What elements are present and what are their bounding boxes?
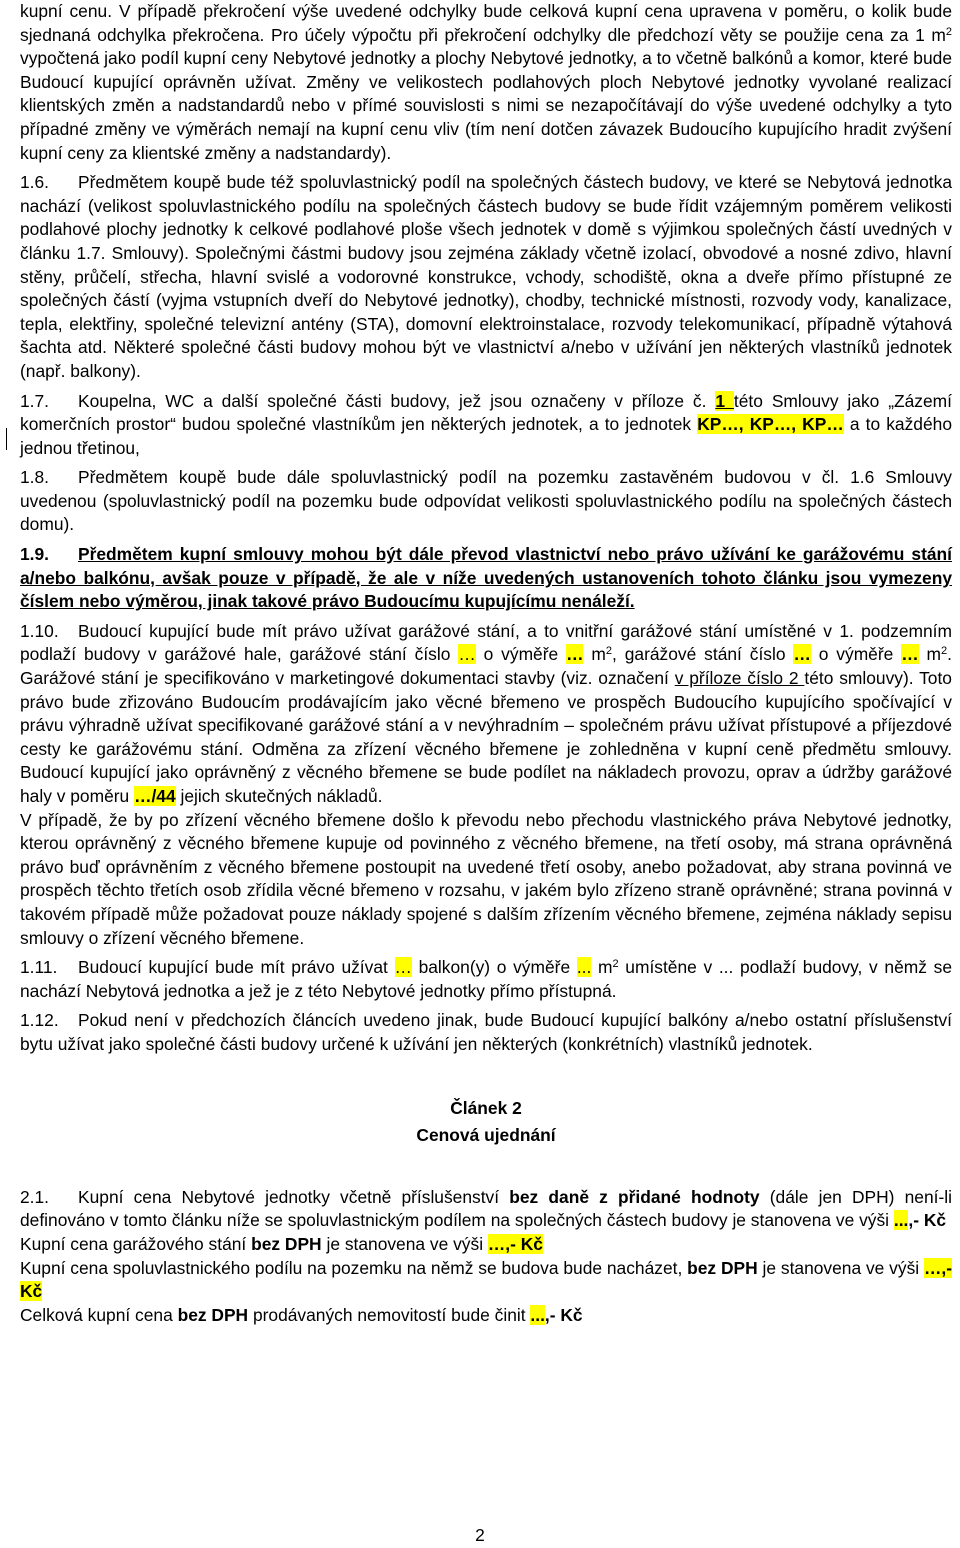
section-1-10-paragraph-2 (20, 809, 952, 951)
section-number: 1.12. (20, 1010, 59, 1031)
superscript: 2 (941, 645, 948, 658)
total-price-line (20, 1304, 952, 1328)
section-text: m (583, 644, 606, 665)
article-title: Článek 2 (450, 1097, 522, 1118)
highlighted-value: … (458, 644, 476, 665)
section-text: Budoucí kupující bude mít právo užívat garážové stání, a to vnitřní garážové stání umístěné v 1. podzemním podlaží budovy v garážové hale, garážové stání číslo (20, 620, 952, 665)
section-1-6 (20, 171, 952, 383)
section-number: 1.11. (20, 957, 58, 978)
section-text: , garážové stání číslo (612, 644, 794, 665)
section-1-12 (20, 1009, 952, 1056)
section-text: a to každého jednou třetinou, (20, 414, 952, 458)
intro-text-2: vypočtená jako podíl kupní ceny Nebytové jednotky a plochy Nebytové jednotky, a to včetně balkónů a komor, které bude Budoucí kupující oprávněn užívat. Změny ve velikostech podlahových ploch Nebytové jednotky vyvolané realizací klientských změn a nadstandardů nebo v přímé souvislosti s nimi se nezapočítávají do výše uvedené odchylky a tyto případné změny ve výměrách nemají na kupní cenu vliv (tím není dotčen závazek Budoucího kupujícího hradit zvýšení kupní ceny za klientské změny a nadstandardy). (20, 48, 952, 163)
bold-text: bez DPH (251, 1233, 322, 1254)
section-text: m (591, 957, 613, 978)
highlighted-value: … (487, 1233, 506, 1254)
section-1-9 (20, 543, 952, 614)
page-number: 2 (475, 1525, 485, 1545)
superscript: 2 (945, 25, 952, 38)
highlighted-value: ... (530, 1304, 545, 1325)
section-text: Kupní cena spoluvlastnického podílu na pozemku na němž se budova bude nacházet, (20, 1257, 688, 1278)
section-2-1 (20, 1186, 952, 1233)
section-1-8 (20, 466, 952, 537)
section-text: umístěne v ... podlaží budovy, v němž se nachází Nebytová jednotka a jež je z této Nebytové jednotky přímo přístupná. (20, 957, 952, 1001)
section-number: 1.7. (20, 390, 50, 411)
section-text: Kupní cena Nebytové jednotky včetně příslušenství (78, 1186, 510, 1207)
superscript: 2 (605, 645, 612, 658)
section-text: této smlouvy). Toto právo bude zřizováno Budoucím prodávajícím jako věcné břemeno ve prospěch Budoucího kupujícího spočívající v právu výhradně užívat specifikované garážové stání a v nevýhradním – společném právu užívat přístupové a příjezdové cesty ke garážovému stání. Odměna za zřízení věcného břemene je zohledněna v kupní ceně předmětu smlouvy. Budoucí kupující jako oprávněný z věcného břemene se bude podílet na nákladech provozu, oprav a údržby garážové haly v poměru (20, 668, 952, 806)
underlined-text: v příloze číslo 2 (674, 668, 805, 689)
highlighted-value: … (793, 644, 811, 665)
section-1-11 (20, 956, 952, 1003)
bold-text: bez DPH (687, 1257, 758, 1278)
section-text: V případě, že by po zřízení věcného břemene došlo k převodu nebo přechodu vlastnického práva Nebytové jednotky, kterou oprávněný z věcného břemene kupuje od povinného z věcného břemene, na třetí osoby, má strana oprávněná právo buď oprávněním z věcného břemene postoupit na uvedené třetí osoby, anebo požadovat, aby strana povinná ve prospěch těchto třetích osob zřídila věcné břemeno v rozsahu, v jakém bylo zřízeno straně oprávněné; strana povinná v takovém případě může požadovat pouze náklady spojené s dalším zřízením věcného břemene, zejména náklady sepisu smlouvy o zřízení věcného břemene. (20, 809, 952, 948)
section-number: 2.1. (20, 1186, 50, 1207)
highlighted-value: 1 (715, 390, 734, 411)
section-text: o výměře (475, 644, 567, 665)
highlighted-value: … (923, 1257, 942, 1278)
section-text: balkon(y) o výměře (411, 957, 577, 978)
section-number: 1.9. (20, 544, 50, 565)
section-text: m (918, 644, 941, 665)
section-text: Kupní cena garážového stání (20, 1233, 252, 1254)
section-number: 1.10. (20, 620, 59, 641)
bold-text: bez daně z přidané hodnoty (509, 1186, 760, 1207)
highlighted-value: … (566, 644, 584, 665)
bold-text: ,- Kč (505, 1233, 543, 1254)
highlighted-value: … (901, 644, 919, 665)
section-text: Pokud není v předchozích článcích uvedeno jinak, bude Budoucí kupující balkóny a/nebo ostatní příslušenství bytu užívat jako společné části budovy určené k užívání jen některých (konkrétních) vlastníků jednotek. (20, 1010, 952, 1054)
article-subtitle: Cenová ujednání (416, 1125, 556, 1146)
superscript: 2 (612, 958, 619, 971)
section-text: jejich skutečných nákladů. (175, 786, 383, 806)
section-text: . Garážové stání je specifikováno v marketingové dokumentaci stavby (viz. označení (20, 644, 952, 689)
revision-change-bar (6, 428, 7, 450)
highlighted-value: … (394, 957, 412, 978)
section-text: Předmětem koupě bude též spoluvlastnický podíl na společných částech budovy, ve které se Nebytová jednotka nachází (velikost spoluvlastnického podílu na společných částech budovy se bude řídit vzájemným poměrem velikosti podlahové plochy jednotky k celkové podlahové ploše všech jednotek v domě s výjimkou společných částí uvedných v článku 1.7. Smlouvy). Společnými částmi budovy jsou zejména základy včetně izolací, obvodové a nosné zdivo, hlavní stěny, průčelí, střecha, hlavní svislé a vodorovné konstrukce, vchody, schodiště, okna a dveře přímo přístupné ze společných částí (vyjma vstupních dveří do Nebytové jednotky), chodby, technické místnosti, rozvody vody, kanalizace, tepla, elektřiny, společné televizní antény (STA), domovní elektroinstalace, rozvody telekomunikací, případně výtahová šachta atd. Některé společné části budovy mohou být ve vlastnictví a/nebo v užívání jen některých vlastníků jednotek (např. balkony). (20, 172, 952, 381)
section-text: této Smlouvy jako „Zázemí komerčních prostor“ budou společné vlastníkům jen některých jednotek, a to jednotek (20, 390, 952, 435)
bold-text: ,- Kč (544, 1304, 583, 1325)
section-1-7 (20, 390, 952, 461)
section-text: je stanovena ve výši (757, 1257, 924, 1278)
section-text: Celková kupní cena (20, 1304, 178, 1325)
section-text: Budoucí kupující bude mít právo užívat (78, 957, 395, 978)
highlighted-value: ... (893, 1210, 909, 1231)
section-text: Předmětem koupě bude dále spoluvlastnický podíl na pozemku zastavěném budovou v čl. 1.6 Smlouvy uvedenou (spoluvlastnický podíl na pozemku bude odpovídat velikosti spoluvlastnického podílu na společných částech domu). (20, 467, 952, 535)
section-number: 1.8. (20, 467, 50, 488)
highlighted-value: ... (576, 957, 592, 978)
garage-price-line (20, 1233, 952, 1257)
section-text: Koupelna, WC a další společné části budovy, jež jsou označeny v příloze č. (78, 390, 716, 411)
section-number: 1.6. (20, 172, 50, 193)
bold-text: bez DPH (177, 1304, 249, 1325)
section-1-10 (20, 620, 952, 809)
section-text: o výměře (810, 644, 902, 665)
highlighted-value: KP…, KP…, KP… (697, 414, 844, 435)
bold-text: ,- Kč (908, 1210, 947, 1231)
section-text: je stanovena ve výši (321, 1233, 488, 1254)
intro-paragraph (20, 0, 952, 165)
land-share-price-line (20, 1257, 952, 1304)
section-text: (dále jen DPH) není-li definováno v tomto článku níže se spoluvlastnickým podílem na společných částech budovy je stanovena ve výši (20, 1186, 952, 1231)
bold-text: ,- Kč (20, 1257, 952, 1302)
intro-text-1: kupní cenu. V případě překročení výše uvedené odchylky bude celková kupní cena upravena v poměru, o kolik bude sjednaná odchylka překročena. Pro účely výpočtu při překročení odchylky dle předchozí věty se použije cena za 1 m (20, 1, 952, 45)
highlighted-value: …/44 (134, 786, 176, 806)
document-page (20, 0, 952, 1327)
section-text: Předmětem kupní smlouvy mohou být dále převod vlastnictví nebo právo užívání ke garážovému stání a/nebo balkónu, avšak pouze v případě, že ale v níže uvedených ustanoveních tohoto článku jsou vymezeny číslem nebo výměrou, jinak takové právo Budoucímu kupujícímu nenáleží. (20, 544, 952, 612)
section-text: prodávaných nemovitostí bude činit (248, 1304, 531, 1325)
